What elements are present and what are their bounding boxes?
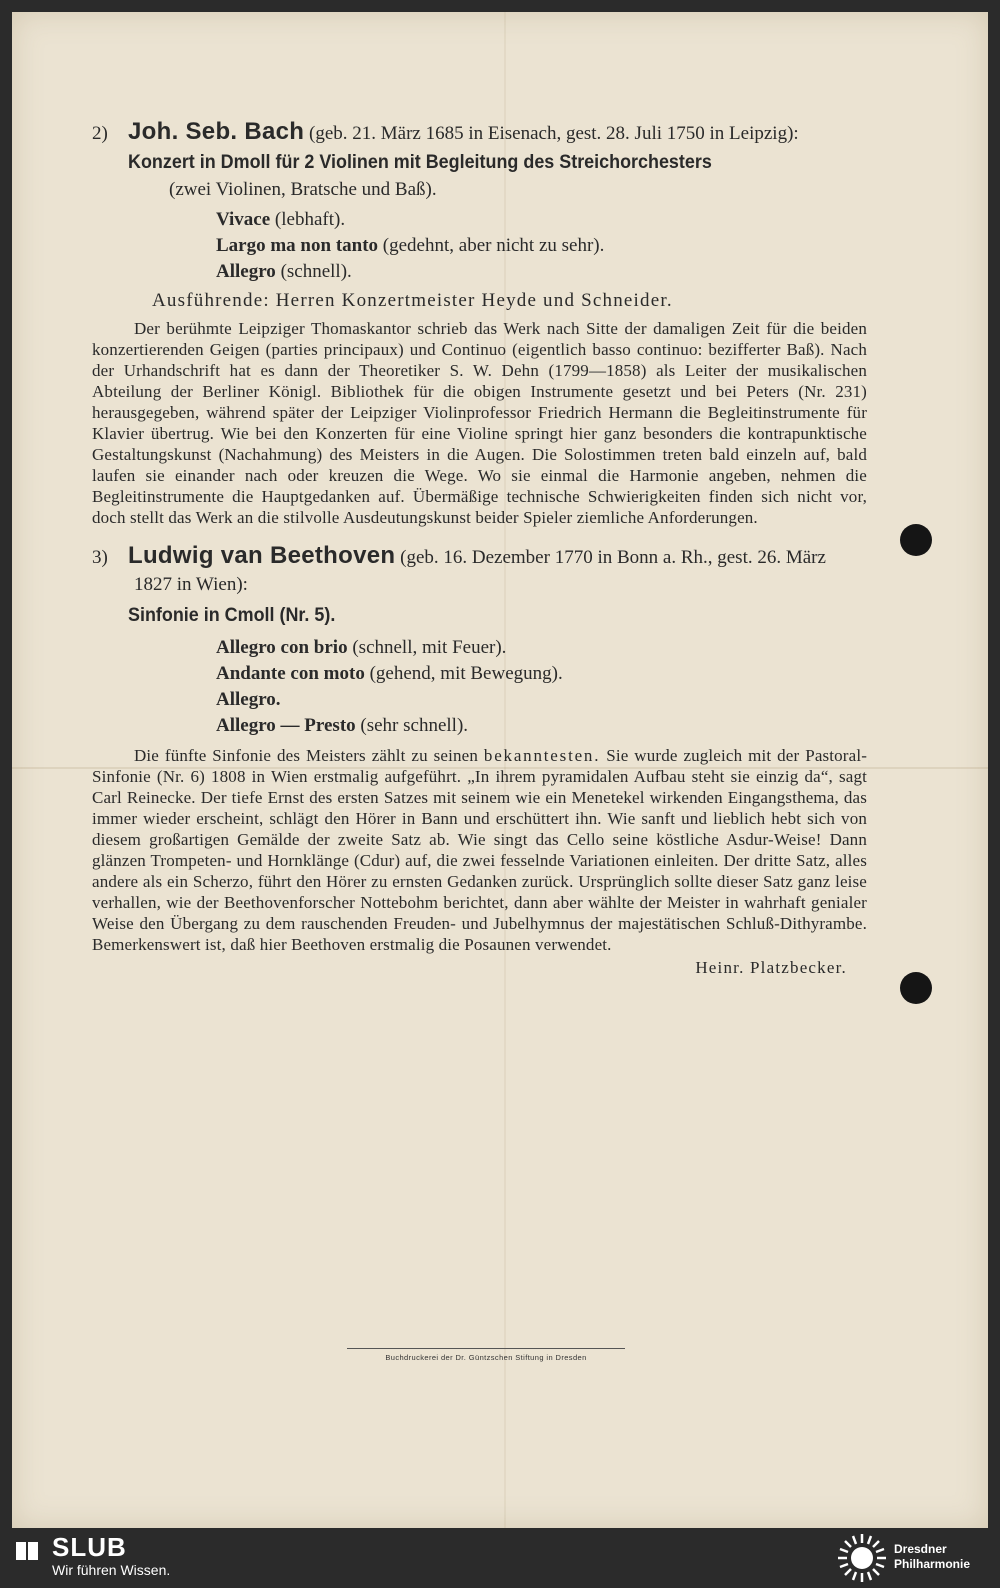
- section-beethoven: [92, 542, 867, 979]
- movement-tempo: Allegro — Presto: [216, 715, 356, 736]
- composer-name: Joh. Seb. Bach: [128, 118, 305, 145]
- slub-tagline: Wir führen Wissen.: [52, 1562, 171, 1578]
- movement-list: [216, 635, 867, 739]
- partner-logo-text[interactable]: [894, 1542, 970, 1572]
- author-signature: Heinr. Platzbecker.: [695, 958, 847, 977]
- sunburst-logo-icon: [836, 1532, 888, 1584]
- movement-tempo: Allegro.: [216, 689, 281, 710]
- composer-name: Ludwig van Beethoven: [128, 542, 396, 569]
- movement-description: (schnell, mit Feuer).: [352, 637, 507, 658]
- movement-description: (gedehnt, aber nicht zu sehr).: [382, 235, 605, 256]
- movement-tempo: Largo ma non tanto: [216, 235, 379, 256]
- program-notes: [92, 118, 867, 979]
- movement-item: [216, 687, 867, 713]
- body-text-rest: Sie wurde zugleich mit der Pastoral-Sinfonie (Nr. 6) 1808 in Wien erstmalig aufgeführt. „In ihrem pyramidalen Aufbau steht sie einzig da“, sagt Carl Reinecke. Der tiefe Ernst des ersten Satzes mit seinem wie ein Menetekel wirkenden Eingangsthema, das immer wieder erscheint, schlägt den Hörer in Bann und erschüttert ihn. Wie sanft und lieblich hebt sich von diesem großartigen Gemälde der zweite Satz ab. Wie singt das Cello seine köstliche Asdur-Weise! Dann glänzen Trompeten- und Hornklänge (Cdur) auf, die zwei fesselnde Variationen einleiten. Der dritte Satz, alles andere als ein Scherzo, führt den Hörer zu ernsten Gedanken zurück. Ursprünglich sollte dieser Satz ganz leise verhallen, wie der Beethovenforscher Nottebohm berichtet, dann aber wählte der Meister in wahrhaft genialer Weise den Übergang zu dem rauschenden Freuden- und Jubelhymnus der majestätischen Schluß-Dithyrambe. Bemerkenswert ist, daß hier Beethoven erstmalig die Posaunen verwendet.: [92, 746, 868, 954]
- book-icon: [14, 1538, 40, 1564]
- viewer-footer: [0, 1528, 1000, 1588]
- performers-line: Ausführende: Herren Konzertmeister Heyde und Schneider.: [152, 290, 673, 311]
- composer-dates: (geb. 16. Dezember 1770 in Bonn a. Rh., gest. 26. März 1827 in Wien):: [134, 547, 826, 595]
- section-number: 3): [92, 547, 108, 568]
- work-subtitle: (zwei Violinen, Bratsche und Baß).: [169, 179, 437, 200]
- movement-list: [216, 207, 867, 285]
- movement-item: [216, 635, 867, 661]
- work-title: Sinfonie in Cmoll (Nr. 5).: [128, 604, 336, 626]
- body-text-start: Die fünfte Sinfonie des Meisters zählt zu seinen: [134, 746, 478, 765]
- partner-name-line1: Dresdner: [894, 1542, 947, 1556]
- section-body-text: [92, 745, 867, 955]
- work-title: Konzert in Dmoll für 2 Violinen mit Begleitung des Streichorchesters: [128, 151, 712, 173]
- body-text-emphasis: bekanntesten.: [483, 746, 601, 765]
- movement-tempo: Allegro con brio: [216, 637, 348, 658]
- movement-tempo: Vivace: [216, 209, 271, 230]
- section-heading: [92, 118, 867, 147]
- movement-tempo: Allegro: [216, 261, 276, 282]
- section-body-text: Der berühmte Leipziger Thomaskantor schrieb das Werk nach Sitte der damaligen Zeit für die beiden konzertierenden Geigen (parties principaux) und Continuo (eigentlich basso continuo: bezifferter Baß). Nach der Urhandschrift hat es dann der Theoretiker S. W. Dehn (1799—1858) als Leiter der musikalischen Abteilung der Berliner Königl. Bibliothek für die obigen Instrumente gesetzt und bei Peters (Nr. 231) herausgegeben, während später der Leipziger Violinprofessor Friedrich Hermann die Begleitinstrumente für Klavier übertrug. Wie bei den Konzerten für eine Violine springt hier ganz besonders die kontrapunktische Gestaltungskunst (Nachahmung) des Meisters in die Augen. Die Solostimmen treten bald einzeln auf, bald laufen sie einander nach oder kreuzen die Wege. Wo sie einmal die Harmonie angeben, nehmen die Begleitinstrumente die Hauptgedanken auf. Übermäßige technische Schwierigkeiten finden sich nicht vor, doch stellt das Werk an die stilvolle Ausdeutungskunst beider Spieler ziemliche Anforderungen.: [92, 319, 867, 527]
- partner-name-line2: Philharmonie: [894, 1557, 971, 1571]
- section-heading: [92, 542, 867, 598]
- movement-description: (schnell).: [280, 261, 352, 282]
- punch-hole-upper: [900, 524, 932, 556]
- section-bach: [92, 118, 867, 528]
- movement-item: [216, 661, 867, 687]
- punch-hole-lower: [900, 972, 932, 1004]
- composer-dates: (geb. 21. März 1685 in Eisenach, gest. 28. Juli 1750 in Leipzig):: [309, 123, 799, 144]
- movement-tempo: Andante con moto: [216, 663, 365, 684]
- movement-description: (lebhaft).: [274, 209, 346, 230]
- section-number: 2): [92, 123, 108, 144]
- movement-item: [216, 713, 867, 739]
- movement-description: (sehr schnell).: [360, 715, 469, 736]
- movement-item: [216, 259, 867, 285]
- slub-logo-text[interactable]: SLUB: [52, 1532, 127, 1562]
- movement-item: [216, 233, 867, 259]
- printer-imprint: Buchdruckerei der Dr. Güntzschen Stiftung in Dresden: [347, 1348, 625, 1362]
- movement-description: (gehend, mit Bewegung).: [369, 663, 563, 684]
- movement-item: [216, 207, 867, 233]
